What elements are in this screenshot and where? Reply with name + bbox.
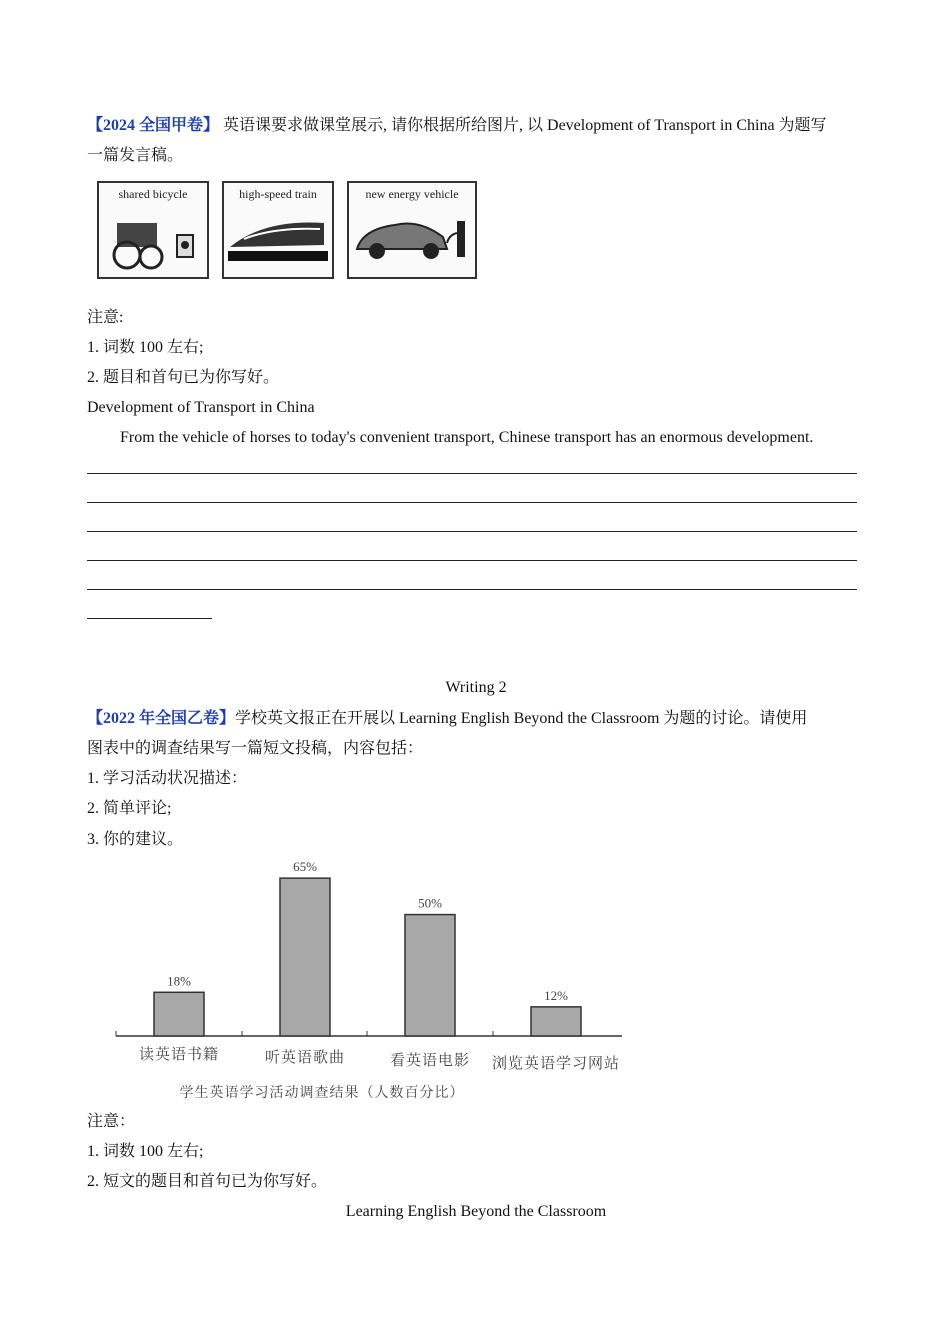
electric-car-icon: [349, 183, 475, 277]
category-label: 读英语书籍: [138, 1047, 220, 1063]
task1-first-sentence: From the vehicle of horses to today's convenient transport, Chinese transport has an enormous development.: [120, 429, 814, 446]
category-label: 看英语电影: [389, 1053, 471, 1069]
answer-line[interactable]: [87, 560, 857, 561]
category-label: 浏览英语学习网站: [491, 1056, 621, 1072]
task1-prompt-line2: 一篇发言稿。: [87, 147, 184, 164]
picture-caption: shared bicycle: [118, 187, 188, 201]
task1-note-2: 2. 题目和首句已为你写好。: [87, 369, 280, 386]
task2-prompt-line2: 图表中的调查结果写一篇短文投稿，内容包括：: [87, 740, 424, 757]
task2-prompt-text: 学校英文报正在开展以 Learning English Beyond the Classroom 为题的讨论。请使用: [235, 710, 808, 727]
task1-essay-title: Development of Transport in China: [87, 399, 315, 416]
picture-caption: new energy vehicle: [365, 187, 459, 201]
task2-point-2: 2. 简单评论;: [87, 800, 172, 817]
picture-high-speed-train: [222, 181, 334, 279]
bar-value-label: 18%: [167, 973, 191, 989]
task2-prompt-line1: [87, 709, 807, 729]
answer-line[interactable]: [87, 502, 857, 503]
category-label: 听英语歌曲: [264, 1050, 346, 1066]
task1-prompt-text: 英语课要求做课堂展示, 请你根据所给图片, 以 Development of Transport in China 为题写: [223, 117, 827, 134]
task1-notes-title: 注意:: [87, 309, 124, 326]
bar-value-label: 12%: [544, 987, 568, 1003]
answer-line[interactable]: [87, 531, 857, 532]
survey-bar-chart: [112, 855, 672, 1105]
task2-point-1: 1. 学习活动状况描述：: [87, 770, 248, 787]
bar-3: [405, 915, 455, 1036]
chart-title: 学生英语学习活动调查结果（人数百分比）: [179, 1086, 465, 1101]
bar-4: [531, 1007, 581, 1036]
bar-1: [154, 992, 204, 1036]
answer-line[interactable]: [87, 473, 857, 474]
bar-group: [116, 859, 620, 1072]
task2-essay-title: Learning English Beyond the Classroom: [345, 1203, 607, 1220]
task2-note-2: 2. 短文的题目和首句已为你写好。: [87, 1173, 328, 1190]
task1-note-1: 1. 词数 100 左右;: [87, 339, 204, 356]
picture-shared-bicycle: [97, 181, 209, 279]
task2-notes-title: 注意：: [87, 1113, 136, 1130]
answer-line[interactable]: [87, 589, 857, 590]
bar-value-label: 65%: [293, 859, 317, 875]
bar-2: [280, 878, 330, 1036]
task2-tag: 【2022 年全国乙卷】: [87, 710, 236, 727]
picture-caption: high-speed train: [239, 187, 317, 201]
picture-new-energy-vehicle: [347, 181, 477, 279]
writing2-heading: Writing 2: [445, 679, 507, 696]
answer-line[interactable]: [87, 618, 212, 619]
carriage-bicycle-icon: [99, 183, 207, 277]
task2-note-1: 1. 词数 100 左右;: [87, 1143, 204, 1160]
bar-value-label: 50%: [418, 895, 442, 911]
train-icon: [224, 183, 332, 277]
task1-tag: 【2024 全国甲卷】: [87, 117, 220, 134]
task2-point-3: 3. 你的建议。: [87, 831, 184, 848]
task1-prompt-line1: [87, 116, 827, 136]
